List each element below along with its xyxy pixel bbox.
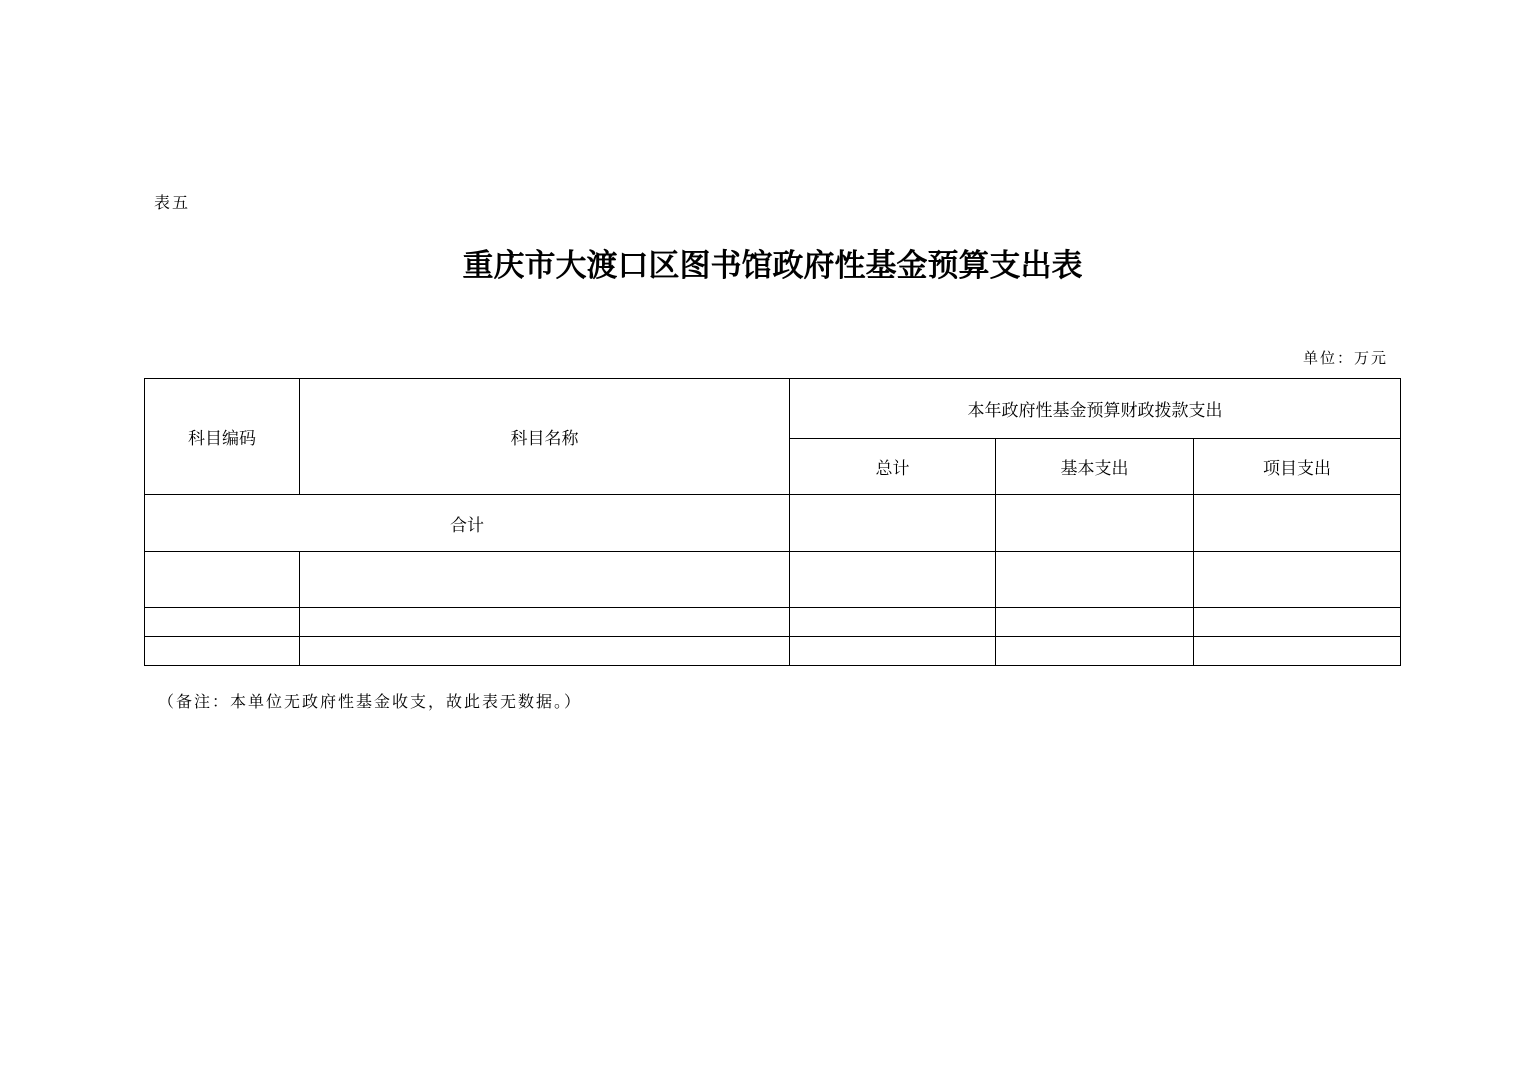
row-basic: [996, 637, 1194, 666]
header-basic-expenditure: 基本支出: [996, 439, 1194, 495]
row-total: [790, 552, 996, 608]
row-name: [300, 608, 790, 637]
row-total: [790, 608, 996, 637]
row-code: [145, 637, 300, 666]
row-code: [145, 608, 300, 637]
table-row: [145, 552, 1401, 608]
footnote: （备注：本单位无政府性基金收支，故此表无数据。）: [158, 692, 583, 711]
total-row-basic: [996, 495, 1194, 552]
row-basic: [996, 608, 1194, 637]
row-code: [145, 552, 300, 608]
header-project-expenditure: 项目支出: [1194, 439, 1401, 495]
unit-label: 单位：万元: [1302, 349, 1388, 367]
row-total: [790, 637, 996, 666]
table-row: [145, 608, 1401, 637]
row-project: [1194, 552, 1401, 608]
total-row: [145, 495, 1401, 552]
row-basic: [996, 552, 1194, 608]
page-title: 重庆市大渡口区图书馆政府性基金预算支出表: [462, 248, 1083, 284]
total-row-project: [1194, 495, 1401, 552]
total-row-total: [790, 495, 996, 552]
header-subject-name: 科目名称: [300, 379, 790, 495]
header-total: 总计: [790, 439, 996, 495]
table-row: [145, 637, 1401, 666]
header-fund-expenditure-group: 本年政府性基金预算财政拨款支出: [790, 379, 1401, 439]
row-project: [1194, 608, 1401, 637]
table-number-label: 表五: [154, 193, 191, 212]
row-project: [1194, 637, 1401, 666]
row-name: [300, 637, 790, 666]
table-header-row: [145, 379, 1401, 439]
budget-table: [144, 378, 1401, 666]
total-row-label: 合计: [145, 495, 790, 552]
row-name: [300, 552, 790, 608]
header-subject-code: 科目编码: [145, 379, 300, 495]
